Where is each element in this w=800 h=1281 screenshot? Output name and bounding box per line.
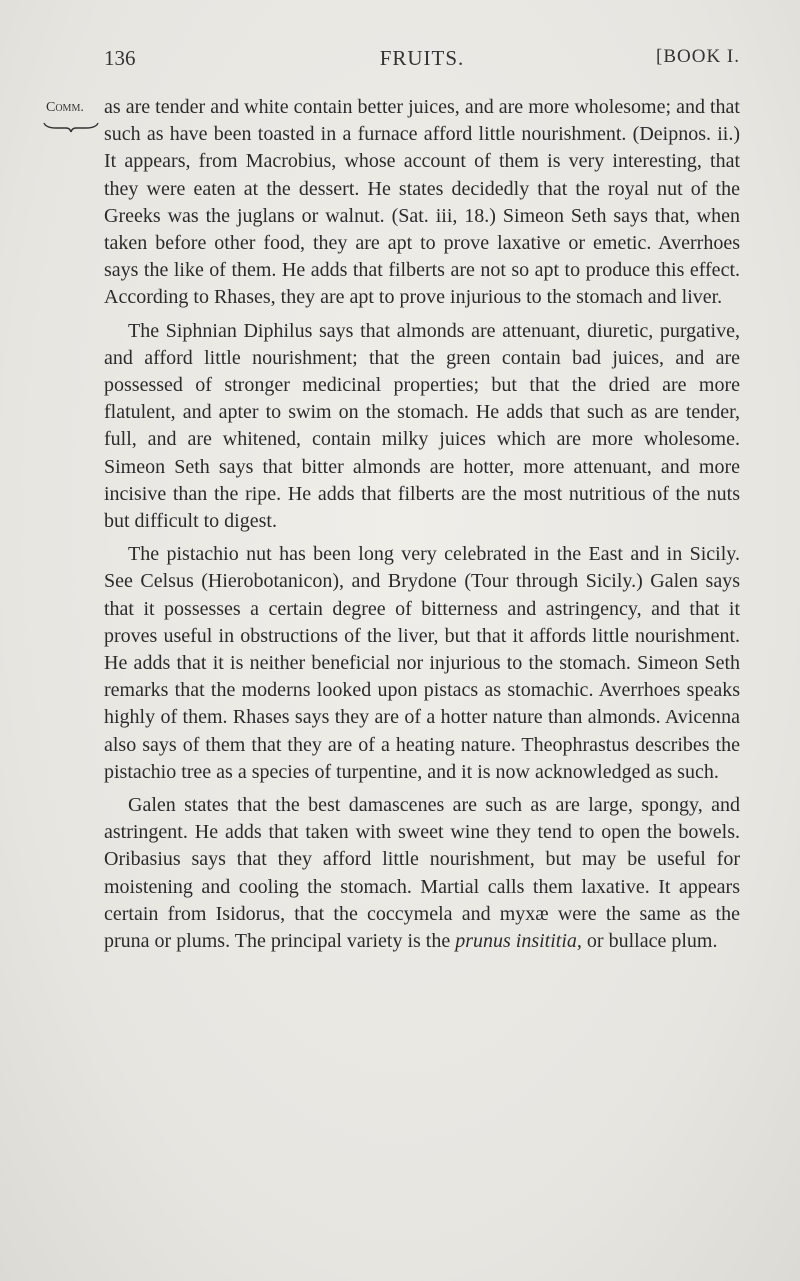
paragraph-1: as are tender and white contain better juices, and are more wholesome; and that such as have been toasted in a furnace afford little nourishment. (Deipnos. ii.) It appears, from Macrobius, whose account of them is very interesting, that they were eaten at the dessert. He states decidedly that the royal nut of the Greeks was the juglans or walnut. (Sat. iii, 18.) Simeon Seth says that, when taken before other food, they are apt to prove laxative or emetic. Averrhoes says the like of them. He adds that filberts are not so apt to produce this effect. According to Rhases, they are apt to prove injurious to the stomach and liver. [104,96,740,309]
paragraph-4-text: Galen states that the best damascenes are such as are large, spongy, and astringent. He adds that taken with sweet wine they tend to open the bowels. Oribasius says that they afford little nourishment, but may be useful for moistening and cooling the stomach. Martial calls them laxative. It appears certain from Isidorus, that the coccymela and myxæ were the same as the pruna or plums. The principal variety is the [104,794,740,953]
paragraph-4-tail: or bullace plum. [581,930,718,953]
paragraph-4 [104,792,740,955]
paragraph-3: The pistachio nut has been long very celebrated in the East and in Sicily. See Celsus (Hierobotanicon), and Brydone (Tour through Sicily.) Galen says that it possesses a certain degree of bitterness and astringency, and that it proves useful in obstructions of the liver, but that it affords little nourishment. He adds that it is neither beneficial nor injurious to the stomach. Simeon Seth remarks that the moderns looked upon pistacs as stomachic. Averrhoes speaks highly of them. Rhases says they are of a hotter nature than almonds. Avicenna also says of them that they are of a heating nature. Theophrastus describes the pistachio tree as a species of turpentine, and it is now acknowledged as such. [104,543,740,783]
running-header [104,46,740,78]
book-label: [BOOK I. [656,46,740,67]
running-title: FRUITS. [379,46,465,70]
margin-brace-icon [42,120,100,134]
page-number: 136 [104,46,136,70]
paragraph-2: The Siphnian Diphilus says that almonds are attenuant, diuretic, purgative, and afford little nourishment; that the green contain bad juices, and are possessed of stronger medicinal properties; but that the dried are more flatulent, and apter to swim on the stomach. He adds that such as are tender, full, and are whitened, contain milky juices which are more wholesome. Simeon Seth says that bitter almonds are hotter, more attenuant, and more incisive than the ripe. He adds that filberts are the most nutritious of the nuts but difficult to digest. [104,319,740,533]
paragraph-4-italic: prunus insititia, [455,930,582,953]
body-text [104,94,740,961]
margin-note: Comm. [46,100,84,115]
